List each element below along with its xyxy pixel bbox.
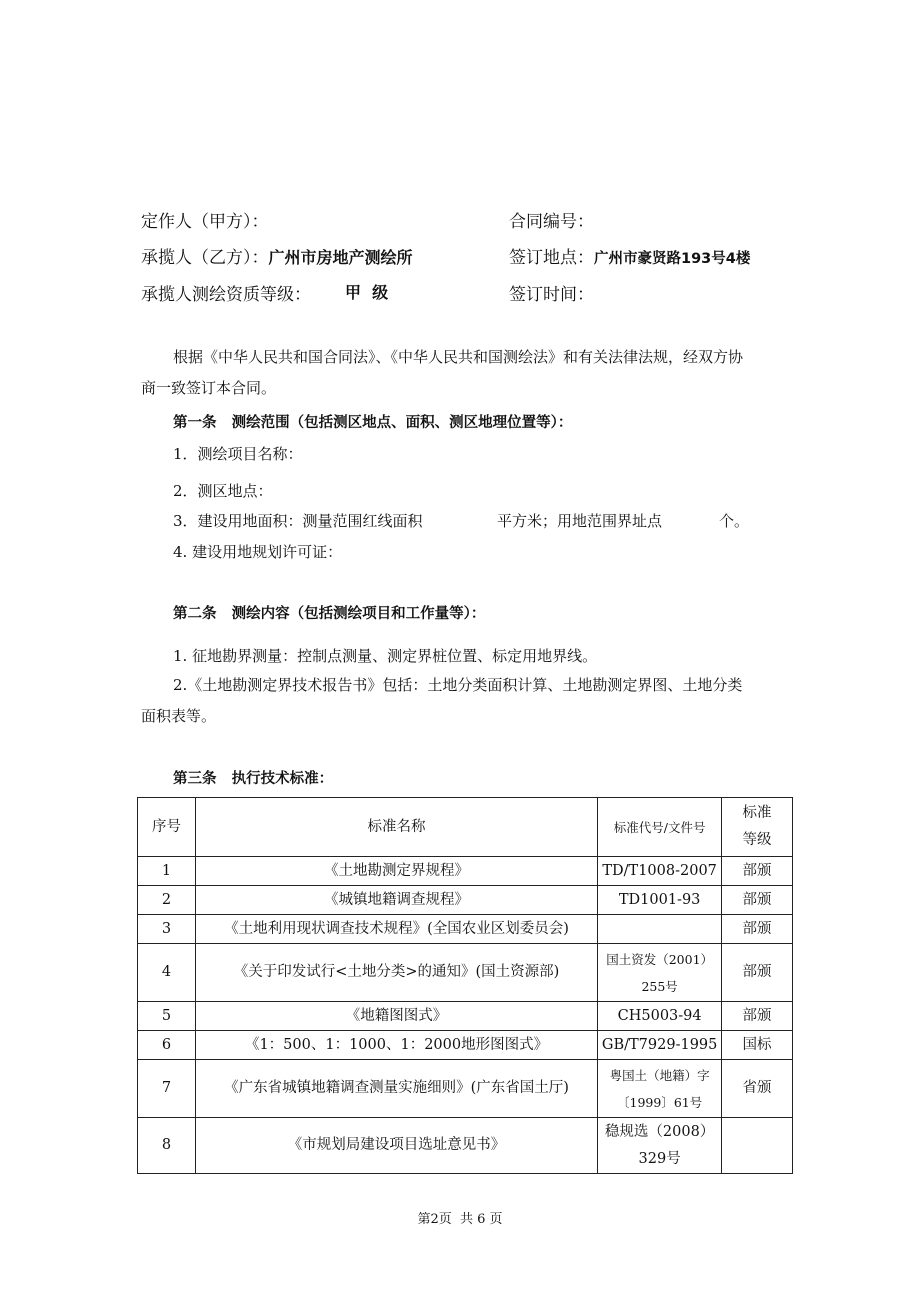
row-code-line-2: 255号 <box>641 978 678 994</box>
row-no: 4 <box>138 944 196 1002</box>
standards-table <box>137 797 793 1174</box>
article-1-item-3b: 平方米；用地范围界址点 <box>497 512 663 530</box>
article-3-title: 第三条 执行技术标准： <box>173 771 334 787</box>
article-1-item-3c: 个。 <box>719 512 750 530</box>
row-level: 部颁 <box>722 944 793 1002</box>
article-1-item-4: 4. 建设用地规划许可证： <box>173 543 343 561</box>
row-code: TD/T1008-2007 <box>598 857 722 886</box>
contractor-party-value: 广州市房地产测绘所 <box>268 248 413 267</box>
row-name: 《广东省城镇地籍调查测量实施细则》(广东省国土厅) <box>195 1060 597 1118</box>
row-name: 《土地勘测定界规程》 <box>195 857 597 886</box>
article-1-title: 第一条 测绘范围（包括测区地点、面积、测区地理位置等）： <box>173 415 573 431</box>
article-2-item-1: 1. 征地勘界测量：控制点测量、测定界桩位置、标定用地界线。 <box>173 647 598 665</box>
row-code-line-2: 329号 <box>638 1150 681 1167</box>
header-name: 标准名称 <box>195 798 597 857</box>
table-row <box>138 857 793 886</box>
header-level-line-1: 标准 <box>742 805 772 821</box>
row-level: 部颁 <box>722 857 793 886</box>
signing-place-line <box>509 243 750 268</box>
row-no: 6 <box>138 1031 196 1060</box>
signing-time-label: 签订时间： <box>509 285 594 305</box>
row-name: 《市规划局建设项目选址意见书》 <box>195 1118 597 1174</box>
signing-place-label: 签订地点： <box>509 248 594 268</box>
row-no: 1 <box>138 857 196 886</box>
article-1-item-1: 1．测绘项目名称： <box>173 445 303 463</box>
row-code <box>598 1118 722 1174</box>
row-code-line-1: 稳规选（2008） <box>604 1123 715 1140</box>
contractor-party-line <box>141 243 413 268</box>
contractor-party-label: 承揽人（乙方）： <box>141 248 269 268</box>
table-row <box>138 915 793 944</box>
row-no: 5 <box>138 1002 196 1031</box>
row-code-line-1: 国土资发（2001） <box>606 951 714 967</box>
client-party-label: 定作人（甲方）： <box>141 212 269 232</box>
row-name: 《1：500、1：1000、1：2000地形图图式》 <box>195 1031 597 1060</box>
row-code-line-2: 〔1999〕61号 <box>617 1094 703 1110</box>
row-level: 部颁 <box>722 886 793 915</box>
row-code <box>598 944 722 1002</box>
intro-line-2: 商一致签订本合同。 <box>141 379 277 397</box>
table-row <box>138 1118 793 1174</box>
contract-number-label: 合同编号： <box>509 212 594 232</box>
row-level: 部颁 <box>722 1002 793 1031</box>
row-no: 2 <box>138 886 196 915</box>
row-code <box>598 915 722 944</box>
article-2-item-2-line-2: 面积表等。 <box>141 707 217 725</box>
article-1-item-2: 2．测区地点： <box>173 482 273 500</box>
table-row <box>138 1002 793 1031</box>
header-no: 序号 <box>138 798 196 857</box>
qualification-label: 承揽人测绘资质等级： <box>141 285 311 305</box>
row-name: 《土地利用现状调查技术规程》(全国农业区划委员会) <box>195 915 597 944</box>
header-code: 标准代号/文件号 <box>598 798 722 857</box>
qualification-value: 甲 级 <box>345 283 389 302</box>
row-level: 国标 <box>722 1031 793 1060</box>
row-name: 《城镇地籍调查规程》 <box>195 886 597 915</box>
row-level <box>722 1118 793 1174</box>
row-code-line-1: 粤国土（地籍）字 <box>609 1067 710 1083</box>
signing-place-value: 广州市豪贤路193号4楼 <box>594 251 751 267</box>
row-code: CH5003-94 <box>598 1002 722 1031</box>
table-row <box>138 1031 793 1060</box>
qualification-line <box>345 280 388 303</box>
article-2-title: 第二条 测绘内容（包括测绘项目和工作量等）： <box>173 606 486 622</box>
row-level: 省颁 <box>722 1060 793 1118</box>
row-name: 《地籍图图式》 <box>195 1002 597 1031</box>
row-code: TD1001-93 <box>598 886 722 915</box>
table-row <box>138 1060 793 1118</box>
header-level-line-2: 等级 <box>742 832 772 848</box>
table-row <box>138 886 793 915</box>
row-no: 7 <box>138 1060 196 1118</box>
table-header-row <box>138 798 793 857</box>
header-level <box>722 798 793 857</box>
article-2-item-2-line-1: 2.《土地勘测定界技术报告书》包括：土地分类面积计算、土地勘测定界图、土地分类 <box>173 676 743 694</box>
row-level: 部颁 <box>722 915 793 944</box>
row-no: 3 <box>138 915 196 944</box>
table-row <box>138 944 793 1002</box>
intro-line-1: 根据《中华人民共和国合同法》、《中华人民共和国测绘法》和有关法律法规，经双方协 <box>173 348 744 366</box>
page-footer: 第2页 共 6 页 <box>417 1212 503 1227</box>
article-1-item-3a: 3．建设用地面积：测量范围红线面积 <box>173 512 423 530</box>
row-code <box>598 1060 722 1118</box>
row-no: 8 <box>138 1118 196 1174</box>
row-name: 《关于印发试行<土地分类>的通知》(国土资源部) <box>195 944 597 1002</box>
row-code: GB/T7929-1995 <box>598 1031 722 1060</box>
